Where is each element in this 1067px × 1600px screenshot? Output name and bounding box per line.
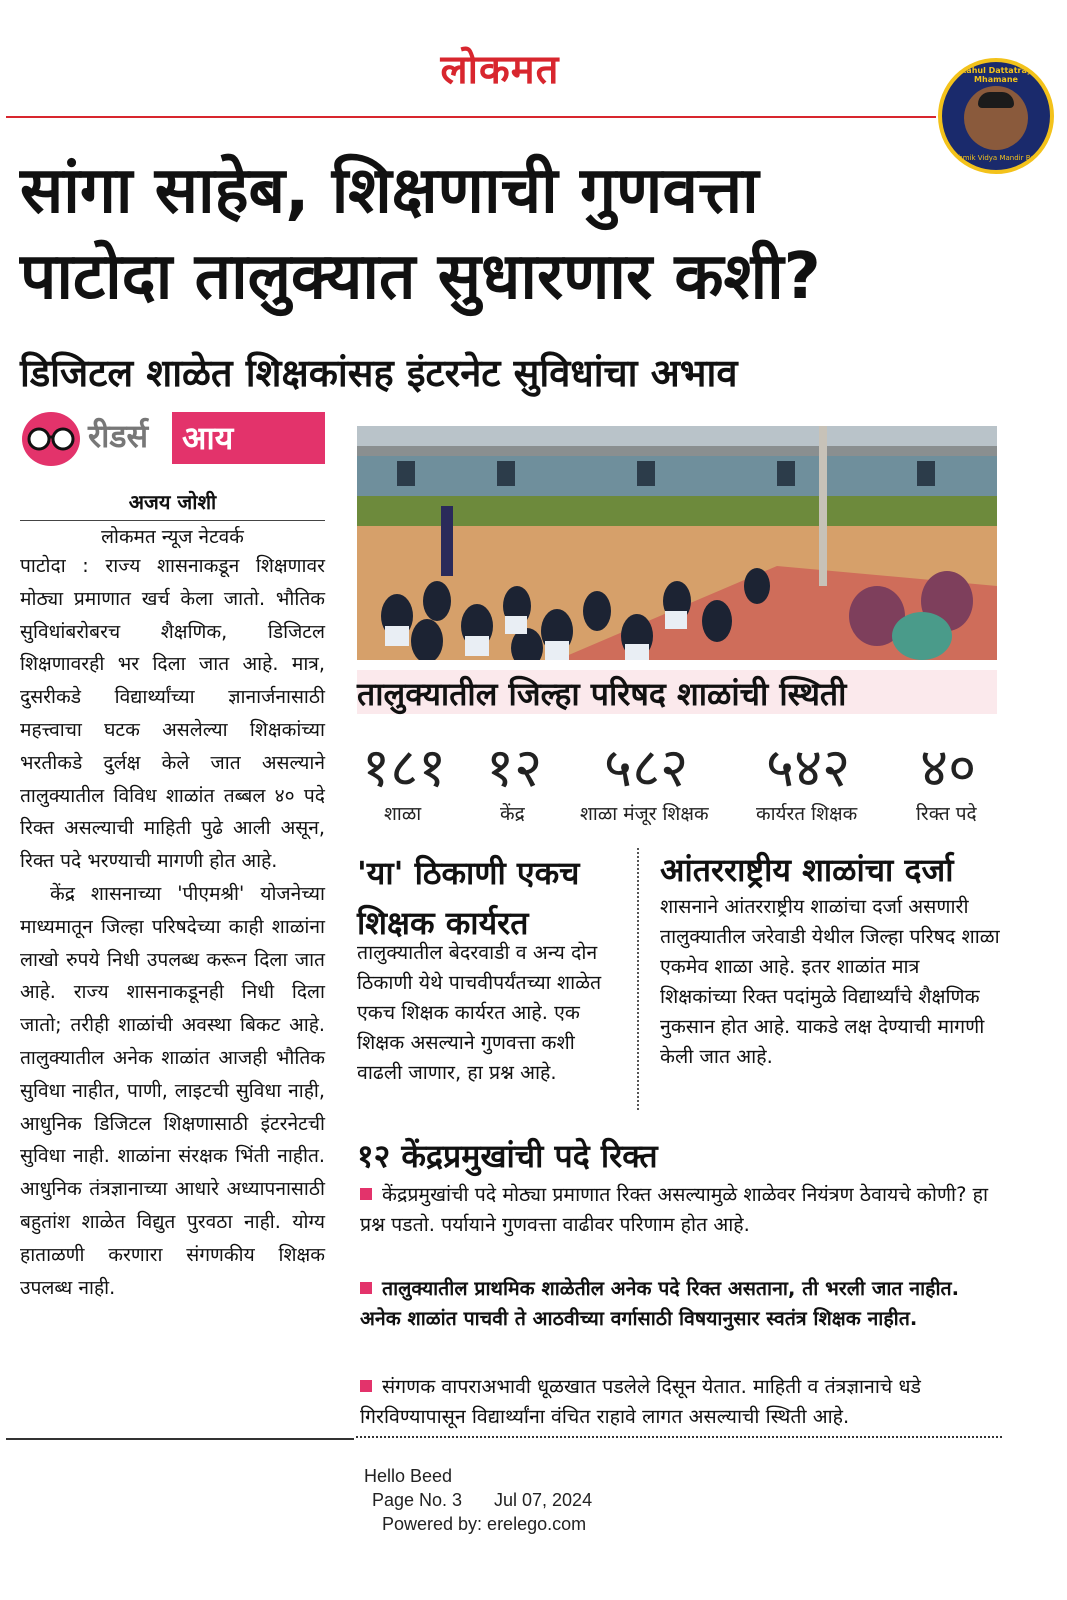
bullet-text: तालुक्यातील प्राथमिक शाळेतील अनेक पदे रिक्त असताना, ती भरली जात नाहीत. अनेक शाळांत पाचवी ते आठवीच्या वर्गासाठी विषयानुसार स्वतंत्र शिक्षक नाहीत. bbox=[360, 1277, 960, 1330]
headline bbox=[20, 148, 1020, 320]
article-body bbox=[20, 550, 325, 1304]
badge-bottom-text: Prathmik Vidya Mandir Barshi bbox=[944, 154, 1048, 162]
stat-label-sanctioned: शाळा मंजूर शिक्षक bbox=[580, 803, 709, 825]
byline-network: लोकमत न्यूज नेटवर्क bbox=[20, 520, 325, 549]
article-paragraph-2: केंद्र शासनाच्या 'पीएमश्री' योजनेच्या माध्यमातून जिल्हा परिषदेच्या काही शाळांना लाखो रुपये निधी उपलब्ध करून दिला जात आहे. राज्य शासनाकडूनही निधी दिला जातो; तरीही शाळांची अवस्था बिकट आहे. तालुक्यातील अनेक शाळांत आजही भौतिक सुविधा नाहीत, पाणी, लाइटची सुविधा नाही, आधुनिक डिजिटल शिक्षणासाठी इंटरनेटची सुविधा नाही. शाळांना संरक्षक भिंती नाहीत. आधुनिक तंत्रज्ञानाच्या आधारे अध्यापनासाठी बहुतांश शाळेत विद्युत पुरवठा नाही. योग्य हाताळणी करणारा संगणकीय शिक्षक उपलब्ध नाही. bbox=[20, 881, 325, 1299]
stat-value-sanctioned: ५८२ bbox=[604, 736, 689, 799]
stats-title-bar bbox=[357, 670, 997, 714]
box-single-teacher-text: तालुक्यातील बेदरवाडी व अन्य दोन ठिकाणी येथे पाचवीपर्यंतच्या शाळेत एकच शिक्षक कार्यरत आहे. एक शिक्षक असल्याने गुणवत्ता कशी वाढली जाणार, हा प्रश्न आहे. bbox=[357, 941, 602, 1084]
bullet-item bbox=[360, 1372, 990, 1432]
newspaper-masthead bbox=[0, 40, 1000, 95]
footer-date: Jul 07, 2024 bbox=[494, 1490, 593, 1510]
bullet-square-icon bbox=[360, 1188, 372, 1200]
stat-label-vacant: रिक्त पदे bbox=[916, 803, 977, 825]
headline-line-2: पाटोदा तालुक्यात सुधारणार कशी? bbox=[20, 240, 821, 314]
bullet-text: केंद्रप्रमुखांची पदे मोठ्या प्रमाणात रिक्त असल्यामुळे शाळेवर नियंत्रण ठेवायचे कोणी? हा प्रश्न पडतो. पर्यायाने गुणवत्ता वाढीवर परिणाम होत आहे. bbox=[360, 1183, 989, 1236]
box-vacancies-title: १२ केंद्रप्रमुखांची पदे रिक्त bbox=[357, 1137, 658, 1175]
stats-title: तालुक्यातील जिल्हा परिषद शाळांची स्थिती bbox=[357, 675, 847, 713]
bullet-item bbox=[360, 1180, 990, 1240]
stat-label-working: कार्यरत शिक्षक bbox=[756, 803, 858, 825]
headline-line-1: सांगा साहेब, शिक्षणाची गुणवत्ता bbox=[20, 154, 759, 228]
masthead-logo-text: लोकमत bbox=[440, 46, 560, 93]
bullet-square-icon bbox=[360, 1380, 372, 1392]
box-single-teacher-title-1: 'या' ठिकाणी एकच bbox=[357, 854, 580, 892]
section-logo-right: आय bbox=[182, 419, 234, 457]
bullet-square-icon bbox=[360, 1282, 372, 1294]
section-logo-left: रीडर्स bbox=[88, 417, 149, 455]
bottom-rule bbox=[6, 1438, 354, 1440]
footer-powered: Powered by: erelego.com bbox=[382, 1514, 587, 1534]
badge-top-text: Rahul Dattatray Mhamane bbox=[960, 66, 1032, 84]
glasses-icon bbox=[22, 412, 80, 466]
byline-author: अजय जोशी bbox=[128, 490, 217, 514]
footer-page: Page No. 3 bbox=[372, 1490, 463, 1510]
box-international-title: आंतरराष्ट्रीय शाळांचा दर्जा bbox=[660, 851, 954, 889]
column-divider bbox=[637, 848, 639, 1110]
box-single-teacher-title-2: शिक्षक कार्यरत bbox=[357, 904, 529, 942]
stat-value-vacant: ४० bbox=[920, 736, 977, 799]
stat-value-working: ५४२ bbox=[766, 736, 851, 799]
footer-edition: Hello Beed bbox=[364, 1466, 453, 1486]
box-international-text: शासनाने आंतरराष्ट्रीय शाळांचा दर्जा असणारी तालुक्यातील जरेवाडी येथील जिल्हा परिषद शाळा एकमेव शाळा आहे. इतर शाळांत मात्र शिक्षकांच्या रिक्त पदांमुळे विद्यार्थ्यांचे शैक्षणिक नुकसान होत आहे. याकडे लक्ष देण्याची मागणी केली जात आहे. bbox=[660, 895, 1000, 1068]
badge-portrait bbox=[964, 86, 1028, 150]
masthead-divider bbox=[6, 116, 936, 118]
bullet-item bbox=[360, 1274, 990, 1334]
subheadline: डिजिटल शाळेत शिक्षकांसह इंटरनेट सुविधांचा अभाव bbox=[20, 351, 738, 395]
school-assembly-photo bbox=[357, 426, 997, 660]
bullet-text: संगणक वापराअभावी धूळखात पडलेले दिसून येतात. माहिती व तंत्रज्ञानाचे धडे गिरविण्यापासून विद्यार्थ्यांना वंचित राहावे लागत असल्याची स्थिती आहे. bbox=[360, 1375, 921, 1428]
stat-value-centres: १२ bbox=[486, 736, 543, 799]
stat-label-centres: केंद्र bbox=[500, 803, 525, 825]
stat-label-schools: शाळा bbox=[384, 803, 422, 825]
section-logo-box bbox=[172, 412, 325, 464]
bottom-dotted-rule bbox=[356, 1436, 1002, 1438]
article-paragraph-1: पाटोदा : राज्य शासनाकडून शिक्षणावर मोठ्या प्रमाणात खर्च केला जातो. भौतिक सुविधांबरोबरच शैक्षणिक, डिजिटल शिक्षणावरही भर दिला जात आहे. मात्र, दुसरीकडे विद्यार्थ्यांच्या ज्ञानार्जनासाठी महत्त्वाचा घटक असलेल्या शिक्षकांच्या भरतीकडे दुर्लक्ष केले जात असल्याने तालुक्यातील विविध शाळांत तब्बल ४० पदे रिक्त असल्याची माहिती पुढे आली असून, रिक्त पदे भरण्याची मागणी होत आहे. bbox=[20, 554, 325, 873]
readers-eye-section-logo bbox=[22, 410, 327, 468]
box-single-teacher-title bbox=[357, 848, 627, 948]
stat-value-schools: १८१ bbox=[362, 736, 447, 799]
